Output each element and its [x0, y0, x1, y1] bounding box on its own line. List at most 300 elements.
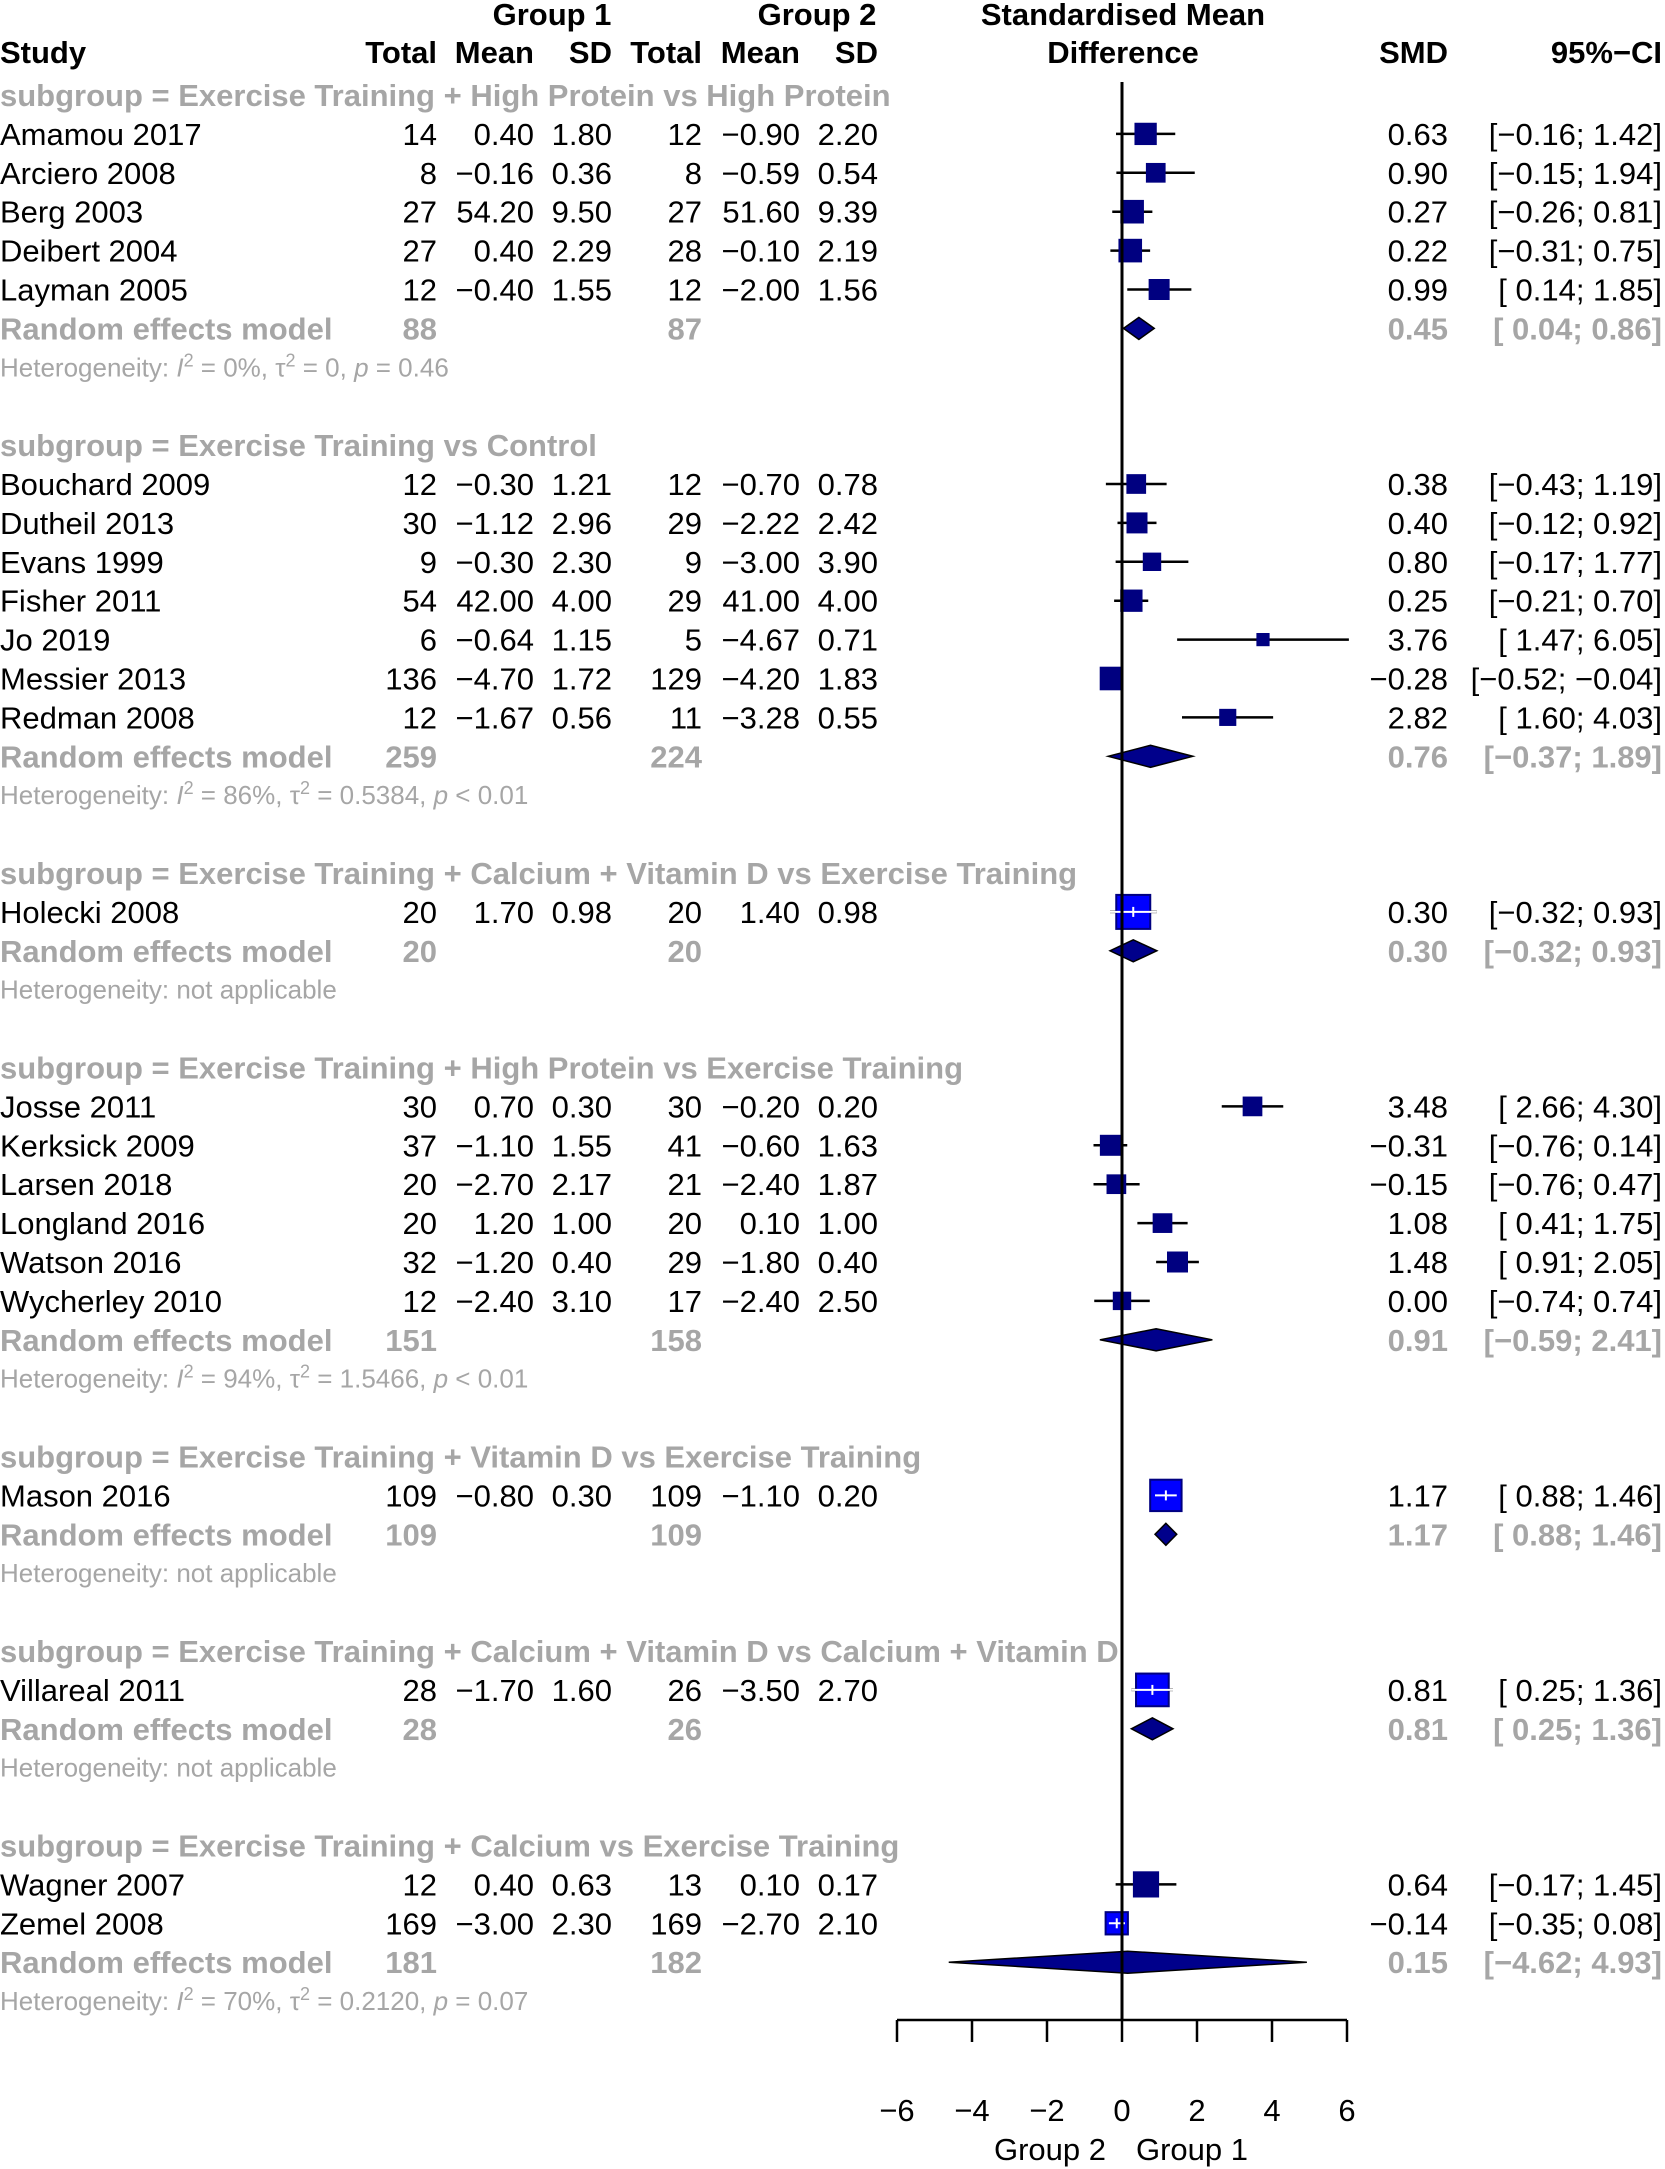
- ci-value: [−0.31; 0.75]: [1488, 233, 1662, 269]
- summary-group2-total: 26: [667, 1711, 702, 1747]
- study-name: Jo 2019: [0, 622, 111, 658]
- header-group2: Group 2: [757, 0, 877, 32]
- group1-mean: −0.30: [455, 467, 534, 502]
- ci-value: [−0.76; 0.47]: [1488, 1167, 1662, 1203]
- group2-mean: −4.20: [721, 661, 800, 697]
- subgroup-title: subgroup = Exercise Training + High Protein vs High Protein: [0, 78, 891, 113]
- tau-value: = 1.5466,: [310, 1363, 434, 1394]
- smd-value: 0.30: [1387, 894, 1448, 930]
- summary-ci: [−0.32; 0.93]: [1483, 933, 1662, 969]
- group2-total: 41: [667, 1128, 702, 1164]
- i2-symbol: I: [176, 1363, 184, 1394]
- group1-sd: 0.63: [551, 1867, 612, 1903]
- study-name: Arciero 2008: [0, 155, 176, 191]
- summary-group2-total: 158: [650, 1322, 702, 1358]
- summary-label: Random effects model: [0, 1711, 333, 1747]
- group1-total: 8: [419, 155, 437, 191]
- summary-group2-total: 182: [650, 1945, 702, 1981]
- group1-mean: −0.40: [455, 272, 534, 308]
- group2-sd: 0.55: [817, 700, 878, 736]
- group2-sd: 1.83: [817, 661, 878, 697]
- group2-total: 21: [667, 1167, 702, 1203]
- effect-square: [1133, 1871, 1159, 1897]
- group1-mean: 0.40: [473, 116, 534, 152]
- group2-mean: −0.20: [721, 1089, 800, 1125]
- heterogeneity: [0, 350, 449, 382]
- group2-mean: −2.40: [721, 1283, 800, 1319]
- group2-sd: 2.50: [817, 1283, 878, 1319]
- group1-sd: 2.30: [551, 1906, 612, 1942]
- group1-total: 109: [385, 1478, 437, 1514]
- summary-group1-total: 109: [385, 1517, 437, 1553]
- group2-sd: 2.19: [817, 233, 878, 269]
- axis-tick-label: 6: [1338, 2093, 1356, 2128]
- group1-mean: −1.20: [455, 1245, 534, 1280]
- group1-mean: −3.00: [455, 1906, 534, 1942]
- p-symbol: p: [433, 780, 449, 811]
- group2-total: 11: [669, 700, 702, 736]
- group1-mean: 0.40: [473, 1867, 534, 1903]
- group2-sd: 3.90: [817, 544, 878, 580]
- smd-value: 0.90: [1387, 155, 1448, 191]
- i2-value: = 0%,: [193, 352, 276, 383]
- summary-diamond: [1100, 1329, 1213, 1351]
- ci-value: [−0.74; 0.74]: [1488, 1283, 1662, 1319]
- group1-mean: −0.30: [455, 544, 534, 580]
- group1-total: 20: [402, 1206, 437, 1242]
- group2-total: 30: [667, 1089, 702, 1125]
- group1-sd: 0.98: [551, 894, 612, 930]
- group2-mean: −0.60: [721, 1128, 800, 1164]
- heterogeneity-text: Heterogeneity: not applicable: [0, 1558, 337, 1589]
- header-study: Study: [0, 35, 87, 70]
- i2-symbol: I: [176, 780, 184, 811]
- group2-total: 169: [650, 1906, 702, 1942]
- summary-ci: [ 0.04; 0.86]: [1493, 311, 1662, 347]
- group1-mean: −0.80: [455, 1478, 534, 1514]
- ci-value: [ 1.47; 6.05]: [1498, 622, 1662, 658]
- group1-total: 30: [402, 505, 437, 541]
- group1-sd: 1.80: [551, 116, 612, 152]
- summary-diamond: [949, 1951, 1307, 1973]
- group1-sd: 1.55: [551, 272, 612, 308]
- group1-total: 12: [402, 1867, 437, 1903]
- group2-mean: −0.70: [721, 467, 800, 502]
- heterogeneity: [0, 1984, 528, 2016]
- ci-value: [ 0.14; 1.85]: [1498, 272, 1662, 308]
- smd-value: 3.76: [1387, 622, 1448, 658]
- group1-mean: −0.16: [455, 155, 534, 191]
- group2-mean: −2.22: [721, 505, 800, 541]
- group2-mean: −0.90: [721, 116, 800, 152]
- group2-mean: 1.40: [739, 894, 800, 930]
- group2-total: 9: [684, 544, 702, 580]
- smd-value: 0.80: [1387, 544, 1448, 580]
- group1-sd: 9.50: [551, 194, 612, 230]
- ci-value: [−0.26; 0.81]: [1488, 194, 1662, 230]
- summary-group1-total: 28: [402, 1711, 437, 1747]
- group1-mean: −2.70: [455, 1167, 534, 1203]
- group2-mean: 0.10: [739, 1867, 800, 1903]
- study-name: Longland 2016: [0, 1206, 206, 1242]
- summary-ci: [−0.59; 2.41]: [1483, 1322, 1662, 1358]
- summary-smd: 0.15: [1387, 1945, 1448, 1981]
- group2-mean: −2.00: [721, 272, 800, 308]
- group2-total: 26: [667, 1672, 702, 1708]
- summary-ci: [ 0.25; 1.36]: [1493, 1711, 1662, 1747]
- study-name: Layman 2005: [0, 272, 188, 308]
- group2-sd: 1.87: [817, 1167, 878, 1203]
- group1-sd: 1.00: [551, 1206, 612, 1242]
- study-name: Fisher 2011: [0, 583, 162, 619]
- group2-sd: 2.70: [817, 1672, 878, 1708]
- summary-diamond: [1124, 317, 1155, 339]
- heterogeneity: [0, 1362, 528, 1394]
- summary-diamond: [1110, 940, 1157, 962]
- group1-mean: −1.12: [455, 505, 534, 541]
- effect-square: [1256, 633, 1269, 646]
- heterogeneity-text: Heterogeneity: not applicable: [0, 1752, 337, 1783]
- group1-total: 30: [402, 1089, 437, 1125]
- group1-mean: −4.70: [455, 661, 534, 697]
- group1-mean: −2.40: [455, 1283, 534, 1319]
- study-name: Evans 1999: [0, 544, 164, 580]
- forest-rows: [0, 78, 1662, 2016]
- group2-total: 5: [684, 622, 702, 658]
- heterogeneity-prefix: Heterogeneity:: [0, 1986, 177, 2017]
- smd-value: 3.48: [1387, 1089, 1448, 1125]
- group1-sd: 4.00: [551, 583, 612, 619]
- subgroup-title: subgroup = Exercise Training + High Protein vs Exercise Training: [0, 1050, 964, 1086]
- ci-value: [−0.17; 1.45]: [1488, 1867, 1662, 1903]
- group2-sd: 0.54: [817, 155, 878, 191]
- subgroup-title: subgroup = Exercise Training vs Control: [0, 428, 597, 464]
- ci-value: [−0.35; 0.08]: [1488, 1906, 1662, 1942]
- group2-mean: −2.70: [721, 1906, 800, 1942]
- group2-total: 12: [667, 116, 702, 152]
- group2-mean: −4.67: [721, 622, 800, 658]
- i2-superscript: 2: [183, 350, 194, 371]
- header: [0, 0, 1662, 70]
- i2-superscript: 2: [183, 1984, 194, 2005]
- group1-total: 12: [402, 700, 437, 736]
- group1-mean: 1.70: [473, 894, 534, 930]
- summary-group2-total: 87: [667, 311, 702, 347]
- group2-sd: 9.39: [817, 194, 878, 230]
- group2-sd: 0.98: [817, 894, 878, 930]
- ci-value: [ 1.60; 4.03]: [1498, 700, 1662, 736]
- i2-value: = 86%,: [193, 780, 290, 811]
- group1-sd: 0.30: [551, 1478, 612, 1514]
- group2-sd: 2.20: [817, 116, 878, 152]
- study-name: Villareal 2011: [0, 1672, 185, 1708]
- ci-value: [ 0.41; 1.75]: [1498, 1206, 1662, 1242]
- effect-square: [1167, 1252, 1188, 1273]
- axis-label-group2: Group 2: [993, 2132, 1107, 2167]
- heterogeneity-prefix: Heterogeneity:: [0, 780, 177, 811]
- p-symbol: p: [433, 1363, 449, 1394]
- tau-value: = 0.2120,: [310, 1986, 434, 2017]
- group2-sd: 0.20: [817, 1089, 878, 1125]
- smd-value: −0.28: [1369, 661, 1448, 697]
- group2-sd: 1.56: [817, 272, 878, 308]
- i2-value: = 94%,: [193, 1363, 290, 1394]
- ci-value: [−0.16; 1.42]: [1488, 116, 1662, 152]
- group2-sd: 0.40: [817, 1245, 878, 1280]
- smd-value: 0.00: [1387, 1283, 1448, 1319]
- heterogeneity: [0, 975, 337, 1005]
- group2-sd: 0.17: [817, 1867, 878, 1903]
- tau-superscript: 2: [285, 350, 296, 371]
- ci-value: [−0.43; 1.19]: [1488, 467, 1662, 502]
- subgroup-title: subgroup = Exercise Training + Calcium + Vitamin D vs Exercise Training: [0, 856, 1078, 891]
- group1-total: 27: [402, 194, 437, 230]
- group1-sd: 1.60: [551, 1672, 612, 1708]
- ci-value: [−0.52; −0.04]: [1470, 661, 1662, 697]
- summary-label: Random effects model: [0, 739, 333, 775]
- smd-value: 0.64: [1387, 1867, 1448, 1903]
- summary-smd: 0.30: [1387, 933, 1448, 969]
- heterogeneity-prefix: Heterogeneity:: [0, 352, 177, 383]
- smd-value: 0.27: [1387, 194, 1448, 230]
- group1-mean: 54.20: [456, 194, 534, 230]
- study-name: Redman 2008: [0, 700, 195, 736]
- group2-total: 109: [650, 1478, 702, 1514]
- group2-total: 29: [667, 1245, 702, 1280]
- group2-mean: −0.10: [721, 233, 800, 269]
- study-name: Zemel 2008: [0, 1906, 164, 1942]
- ci-value: [ 0.25; 1.36]: [1498, 1672, 1662, 1708]
- p-value: < 0.01: [448, 1363, 529, 1394]
- group2-sd: 1.00: [817, 1206, 878, 1242]
- group2-mean: −0.59: [721, 155, 800, 191]
- group1-total: 12: [402, 467, 437, 502]
- group2-sd: 2.42: [817, 505, 878, 541]
- axis-tick-label: 2: [1188, 2093, 1206, 2128]
- group2-sd: 0.20: [817, 1478, 878, 1514]
- tau-value: = 0,: [295, 352, 355, 383]
- group1-sd: 1.72: [551, 661, 612, 697]
- group2-mean: −1.10: [721, 1478, 800, 1514]
- ci-value: [−0.21; 0.70]: [1488, 583, 1662, 619]
- smd-value: 1.17: [1387, 1478, 1448, 1514]
- axis-tick-label: −4: [954, 2093, 990, 2128]
- effect-square: [1153, 1213, 1173, 1233]
- group2-total: 8: [684, 155, 702, 191]
- effect-square: [1146, 163, 1166, 183]
- group1-mean: 0.70: [473, 1089, 534, 1125]
- p-value: < 0.01: [448, 780, 529, 811]
- group1-total: 54: [402, 583, 437, 619]
- group2-mean: −1.80: [721, 1245, 800, 1280]
- group2-total: 28: [667, 233, 702, 269]
- summary-smd: 0.76: [1387, 739, 1448, 775]
- summary-diamond: [1131, 1718, 1173, 1740]
- group2-mean: −3.00: [721, 544, 800, 580]
- header-total1: Total: [365, 35, 437, 70]
- axis-label-group1: Group 1: [1135, 2132, 1249, 2167]
- group1-total: 20: [402, 894, 437, 930]
- header-smd-title-2: Difference: [1047, 35, 1199, 70]
- header-smd-title-1: Standardised Mean: [980, 0, 1266, 32]
- group2-total: 12: [667, 272, 702, 308]
- ci-value: [−0.17; 1.77]: [1488, 544, 1662, 580]
- tau-superscript: 2: [299, 778, 310, 799]
- group1-total: 27: [402, 233, 437, 269]
- study-name: Larsen 2018: [0, 1167, 173, 1203]
- group2-sd: 4.00: [817, 583, 878, 619]
- tau-value: = 0.5384,: [310, 780, 434, 811]
- group1-mean: −1.67: [455, 700, 534, 736]
- group2-total: 29: [667, 505, 702, 541]
- group1-sd: 1.55: [551, 1128, 612, 1164]
- group1-total: 28: [402, 1672, 437, 1708]
- heterogeneity-text: Heterogeneity: not applicable: [0, 974, 337, 1005]
- p-symbol: p: [354, 352, 369, 383]
- header-sd1: SD: [568, 35, 612, 70]
- subgroup-title: subgroup = Exercise Training + Vitamin D vs Exercise Training: [0, 1439, 922, 1475]
- group2-total: 129: [650, 661, 702, 697]
- group1-sd: 0.56: [551, 700, 612, 736]
- tau-symbol: τ: [275, 352, 286, 383]
- study-name: Deibert 2004: [0, 233, 178, 269]
- effect-square: [1219, 709, 1236, 726]
- header-smd: SMD: [1379, 35, 1448, 70]
- smd-value: 0.63: [1387, 116, 1448, 152]
- group1-mean: 1.20: [473, 1206, 534, 1242]
- study-name: Watson 2016: [0, 1245, 182, 1280]
- axis-tick-label: −2: [1029, 2093, 1065, 2128]
- group1-sd: 0.30: [551, 1089, 612, 1125]
- p-value: = 0.07: [448, 1986, 529, 2017]
- effect-square: [1143, 553, 1161, 571]
- smd-value: 0.40: [1387, 505, 1448, 541]
- group1-total: 37: [402, 1128, 437, 1164]
- effect-square: [1127, 512, 1148, 533]
- header-mean2: Mean: [720, 35, 800, 70]
- i2-symbol: I: [176, 1986, 184, 2017]
- group2-mean: −3.28: [721, 700, 800, 736]
- group1-sd: 2.96: [551, 505, 612, 541]
- ci-value: [−0.32; 0.93]: [1488, 894, 1662, 930]
- tau-symbol: τ: [289, 1986, 300, 2017]
- effect-square: [1120, 590, 1142, 612]
- group2-total: 27: [667, 194, 702, 230]
- x-axis: [879, 82, 1355, 2167]
- smd-value: −0.15: [1369, 1167, 1448, 1203]
- summary-label: Random effects model: [0, 933, 333, 969]
- header-total2: Total: [630, 35, 702, 70]
- study-name: Josse 2011: [0, 1089, 157, 1125]
- group1-total: 14: [402, 116, 437, 152]
- summary-group2-total: 20: [667, 933, 702, 969]
- smd-value: 0.22: [1387, 233, 1448, 269]
- group1-mean: −1.70: [455, 1672, 534, 1708]
- effect-square: [1126, 474, 1146, 494]
- i2-superscript: 2: [183, 1361, 194, 1382]
- group2-sd: 1.63: [817, 1128, 878, 1164]
- summary-label: Random effects model: [0, 1945, 333, 1981]
- group1-mean: 42.00: [456, 583, 534, 619]
- group2-total: 12: [667, 467, 702, 502]
- group2-total: 20: [667, 894, 702, 930]
- summary-diamond: [1155, 1523, 1177, 1545]
- summary-label: Random effects model: [0, 1322, 333, 1358]
- summary-smd: 0.81: [1387, 1711, 1448, 1747]
- summary-label: Random effects model: [0, 1517, 333, 1553]
- subgroup-title: subgroup = Exercise Training + Calcium + Vitamin D vs Calcium + Vitamin D: [0, 1634, 1119, 1669]
- effect-square: [1120, 200, 1144, 224]
- group2-total: 13: [667, 1867, 702, 1903]
- header-mean1: Mean: [454, 35, 534, 70]
- group2-total: 29: [667, 583, 702, 619]
- heterogeneity: [0, 1753, 337, 1783]
- study-name: Messier 2013: [0, 661, 187, 697]
- group1-total: 169: [385, 1906, 437, 1942]
- study-name: Mason 2016: [0, 1478, 171, 1514]
- group1-total: 12: [402, 1283, 437, 1319]
- summary-group1-total: 151: [385, 1322, 437, 1358]
- summary-ci: [ 0.88; 1.46]: [1493, 1517, 1662, 1553]
- group2-total: 20: [667, 1206, 702, 1242]
- group2-mean: −3.50: [721, 1672, 800, 1708]
- group1-sd: 0.36: [551, 155, 612, 191]
- group2-total: 17: [667, 1283, 702, 1319]
- header-group1: Group 1: [492, 0, 612, 32]
- subgroup-title: subgroup = Exercise Training + Calcium vs Exercise Training: [0, 1828, 900, 1864]
- group1-total: 6: [419, 622, 437, 658]
- group1-total: 20: [402, 1167, 437, 1203]
- summary-ci: [−4.62; 4.93]: [1483, 1945, 1662, 1981]
- i2-symbol: I: [176, 352, 184, 383]
- group1-total: 136: [385, 661, 437, 697]
- smd-value: 2.82: [1387, 700, 1448, 736]
- heterogeneity: [0, 1558, 337, 1588]
- tau-symbol: τ: [289, 1363, 300, 1394]
- effect-square: [1243, 1097, 1263, 1117]
- summary-group1-total: 20: [402, 933, 437, 969]
- smd-value: 0.99: [1387, 272, 1448, 308]
- summary-smd: 0.91: [1387, 1322, 1448, 1358]
- smd-value: 1.48: [1387, 1245, 1448, 1280]
- i2-superscript: 2: [183, 778, 194, 799]
- ci-value: [ 0.91; 2.05]: [1498, 1245, 1662, 1280]
- heterogeneity-prefix: Heterogeneity:: [0, 1363, 177, 1394]
- p-value: = 0.46: [368, 352, 449, 383]
- group1-total: 32: [402, 1245, 437, 1280]
- summary-smd: 1.17: [1387, 1517, 1448, 1553]
- summary-group1-total: 181: [385, 1945, 437, 1981]
- group2-sd: 0.71: [817, 622, 878, 658]
- group2-mean: 41.00: [722, 583, 800, 619]
- group1-sd: 1.21: [551, 467, 612, 502]
- study-name: Wycherley 2010: [0, 1283, 222, 1319]
- summary-smd: 0.45: [1387, 311, 1448, 347]
- study-name: Wagner 2007: [0, 1867, 185, 1903]
- summary-group1-total: 259: [385, 739, 437, 775]
- study-name: Kerksick 2009: [0, 1128, 195, 1164]
- i2-value: = 70%,: [193, 1986, 290, 2017]
- group2-mean: 51.60: [722, 194, 800, 230]
- smd-value: 0.38: [1387, 467, 1448, 502]
- group1-mean: −1.10: [455, 1128, 534, 1164]
- ci-value: [−0.76; 0.14]: [1488, 1128, 1662, 1164]
- group2-sd: 0.78: [817, 467, 878, 502]
- tau-superscript: 2: [299, 1361, 310, 1382]
- axis-tick-label: −6: [879, 2093, 915, 2128]
- study-name: Bouchard 2009: [0, 467, 211, 502]
- smd-value: −0.14: [1369, 1906, 1448, 1942]
